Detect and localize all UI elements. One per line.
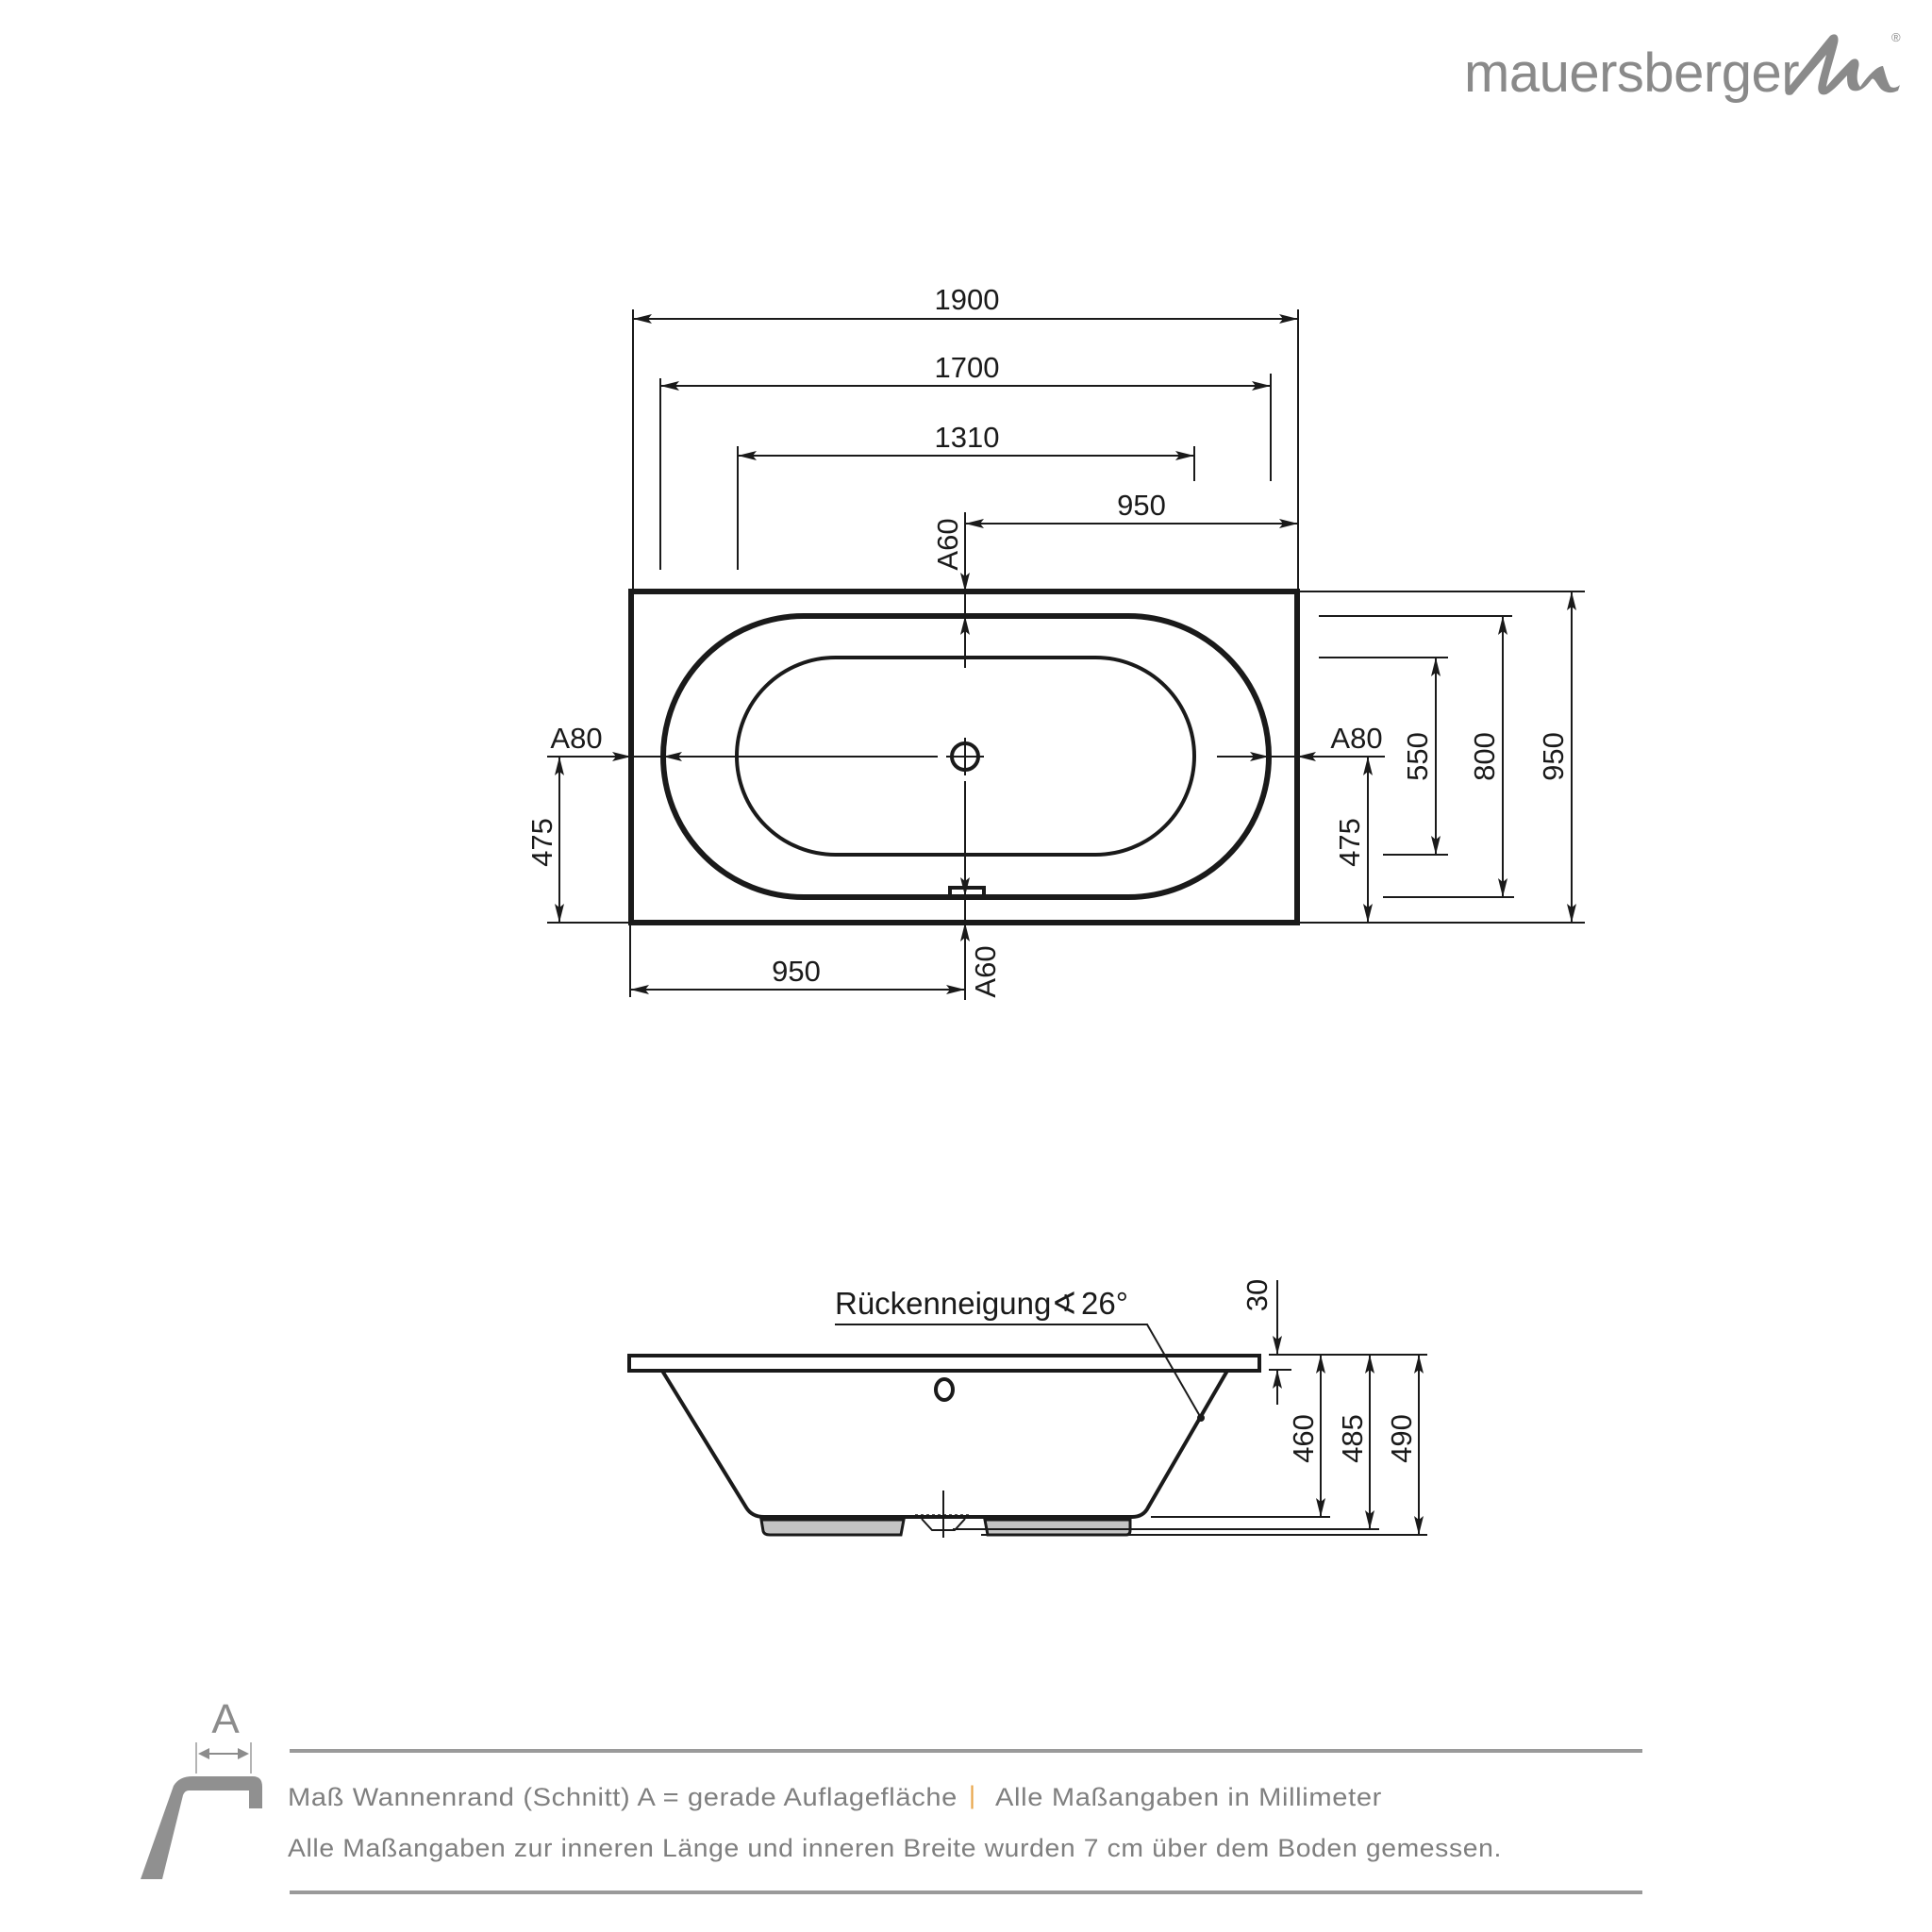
brand-name: mauersberger: [1464, 42, 1800, 104]
dim-475-left: 475: [525, 818, 558, 867]
dim-30: 30: [1241, 1278, 1274, 1312]
overflow-icon: [936, 1379, 953, 1400]
rim-label-right: A80: [1330, 722, 1383, 755]
drain-icon: [946, 738, 984, 775]
footer-separator: |: [969, 1781, 976, 1809]
dim-950-height: 950: [1537, 732, 1570, 781]
tub-foot-right: [985, 1520, 1130, 1535]
rim-section-icon: [141, 1696, 262, 1879]
dim-1900: 1900: [934, 283, 1000, 316]
brand-logo: [1464, 30, 1901, 104]
back-slope-label: Rückenneigung∢ 26°: [835, 1286, 1128, 1321]
rim-label-bottom: A60: [969, 945, 1002, 998]
tub-rim-section: [629, 1356, 1259, 1371]
dim-475-right: 475: [1333, 818, 1366, 867]
brand-mountain-icon: [1786, 34, 1900, 94]
dim-490: 490: [1385, 1414, 1418, 1463]
footer-bottom-rule: [290, 1890, 1642, 1894]
dim-800-height: 800: [1468, 732, 1501, 781]
dim-485: 485: [1336, 1414, 1369, 1463]
dim-950-top: 950: [1117, 489, 1166, 522]
overflow-plate: [950, 888, 984, 896]
registered-mark: ®: [1891, 30, 1901, 44]
footer: [141, 1696, 1642, 1894]
dim-550-height: 550: [1401, 732, 1434, 781]
footer-top-rule: [290, 1749, 1642, 1753]
side-view: [629, 1279, 1427, 1538]
dim-1700: 1700: [934, 351, 1000, 384]
top-view: [525, 283, 1585, 1000]
angle-icon: ∢: [1051, 1286, 1077, 1321]
dim-460: 460: [1287, 1414, 1320, 1463]
rim-label-left: A80: [550, 722, 603, 755]
footer-rim-note: Maß Wannenrand (Schnitt) A = gerade Auflagefläche: [288, 1783, 958, 1811]
dim-1310: 1310: [934, 421, 1000, 454]
footer-units-note: Alle Maßangaben in Millimeter: [995, 1783, 1382, 1811]
rim-symbol-label: A: [211, 1696, 240, 1742]
rim-label-top: A60: [931, 518, 964, 571]
footer-measurement-note: Alle Maßangaben zur inneren Länge und inneren Breite wurden 7 cm über dem Boden gemessen.: [288, 1834, 1503, 1862]
tub-body-section: [662, 1371, 1227, 1517]
dim-950-bottom: 950: [772, 955, 821, 988]
tub-foot-left: [761, 1520, 904, 1535]
